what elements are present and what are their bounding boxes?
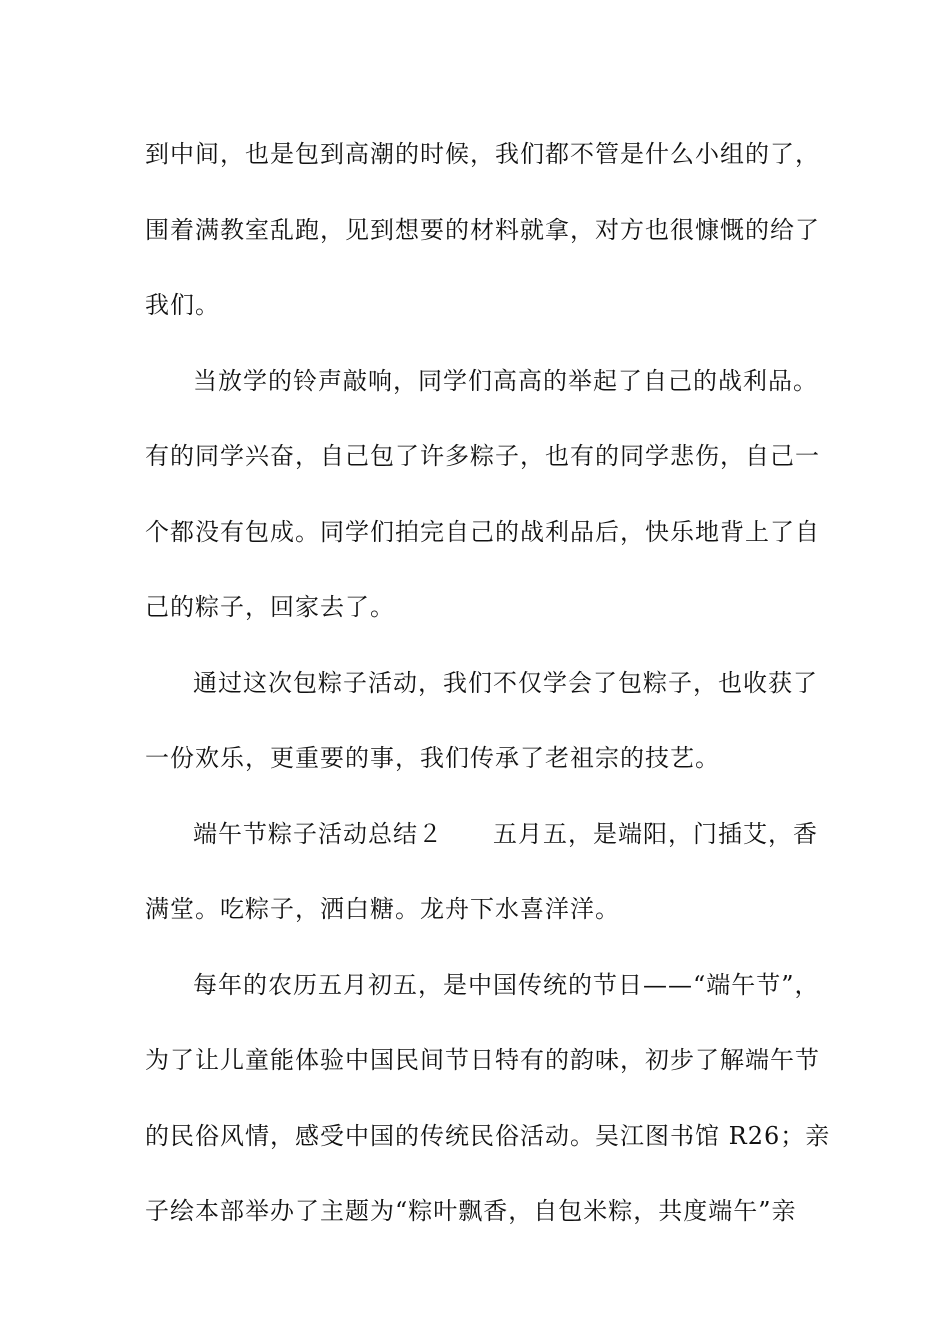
text-line: 己的粽子，回家去了。 [145, 593, 395, 621]
text-line: 为了让儿童能体验中国民间节日特有的韵味，初步了解端午节 [145, 1046, 820, 1074]
text-line: 子绘本部举办了主题为“粽叶飘香，自包米粽，共度端午”亲 [145, 1197, 797, 1225]
paragraph-start-line: 当放学的铃声敲响，同学们高高的举起了自己的战利品。 [193, 366, 818, 395]
text-line: 个都没有包成。同学们拍完自己的战利品后，快乐地背上了自 [145, 517, 820, 546]
text-line: 一份欢乐，更重要的事，我们传承了老祖宗的技艺。 [145, 744, 720, 772]
paragraph-start-line: 通过这次包粽子活动，我们不仅学会了包粽子，也收获了 [193, 668, 818, 697]
text-line: 满堂。吃粽子，洒白糖。龙舟下水喜洋洋。 [145, 895, 620, 923]
text-line: 的民俗风情，感受中国的传统民俗活动。吴江图书馆 R26；亲 [145, 1121, 831, 1150]
text-line: 我们。 [145, 291, 220, 319]
text-line: 有的同学兴奋，自己包了许多粽子，也有的同学悲伤，自己一 [145, 442, 820, 470]
section-heading-line: 端午节粽子活动总结２ 五月五，是端阳，门插艾，香 [193, 819, 818, 848]
text-line: 到中间，也是包到高潮的时候，我们都不管是什么小组的了， [145, 140, 820, 168]
text-line: 围着满教室乱跑，见到想要的材料就拿，对方也很慷慨的给了 [145, 215, 820, 244]
paragraph-start-line: 每年的农历五月初五，是中国传统的节日——“端午节”， [193, 970, 820, 999]
document-body [145, 128, 835, 1261]
